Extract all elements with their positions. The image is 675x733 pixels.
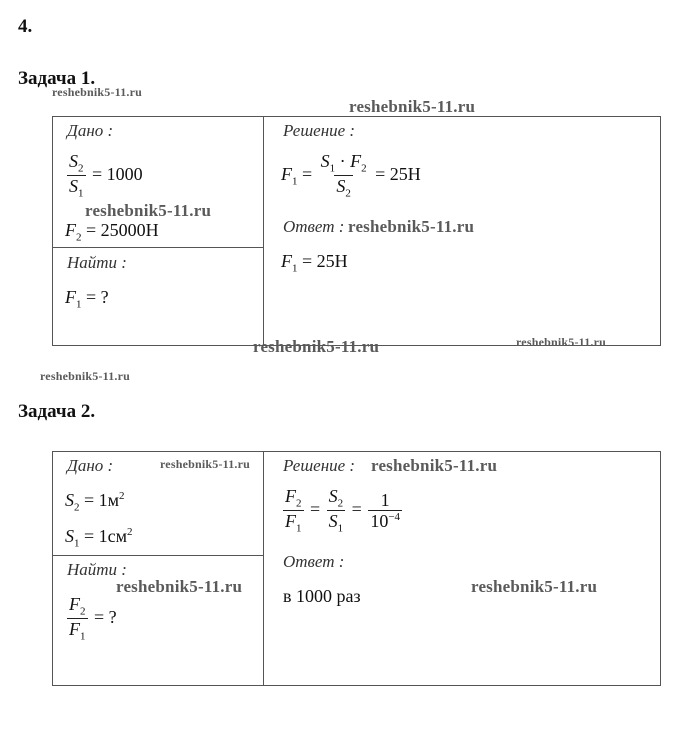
watermark: reshebnik5-11.ru: [85, 201, 212, 220]
page-number: 4.: [18, 16, 33, 37]
task1-given-label: Дано :: [67, 121, 114, 140]
task2-answer-label: Ответ :: [283, 552, 345, 571]
task2-find-label: Найти :: [67, 560, 127, 579]
task2-given-divider: [53, 555, 263, 556]
task2-force-ratio: $\frac{F_2}{F_1}$: [69, 594, 86, 643]
task1-solution-formula: $F_1$ = $\frac{S_1 \cdot F_2}{S_2}$ = 25H: [281, 151, 421, 200]
task1-heading: Задача 1.: [18, 68, 96, 89]
task2-given-s1: $S_1 = 1см^2$: [65, 526, 133, 550]
watermark: reshebnik5-11.ru: [40, 369, 130, 383]
watermark: reshebnik5-11.ru: [116, 577, 243, 596]
task2-solution-table: [52, 451, 661, 686]
watermark: reshebnik5-11.ru: [516, 335, 606, 349]
watermark: reshebnik5-11.ru: [348, 217, 475, 236]
watermark: reshebnik5-11.ru: [471, 577, 598, 596]
task1-find-value: $F_1$ = ?: [65, 287, 109, 311]
task2-answer-value: в 1000 раз: [283, 586, 361, 606]
task1-find-label: Найти :: [67, 253, 127, 272]
task1-solution-label: Решение :: [283, 121, 356, 140]
task2-given-s2: $S_2 = 1м^2$: [65, 490, 125, 514]
task2-heading: Задача 2.: [18, 401, 96, 422]
task2-force-fraction: $\frac{F_2}{F_1}$: [285, 486, 302, 535]
task2-solution-formula: $\frac{F_2}{F_1}$ = $\frac{S_2}{S_1}$ = $\frac{1}{10^{-4}}$: [285, 486, 401, 535]
task2-area-fraction: $\frac{S_2}{S_1}$: [328, 486, 344, 535]
task2-result-fraction: $\frac{1}{10^{-4}}$: [370, 489, 401, 532]
task1-given-divider: [53, 247, 263, 248]
task1-column-divider: [263, 117, 264, 345]
task1-given-force: $F_2 = 25000H$: [65, 220, 159, 244]
task2-solution-label: Решение :: [283, 456, 356, 475]
task1-answer-label: Ответ :: [283, 217, 345, 236]
watermark: reshebnik5-11.ru: [160, 457, 250, 471]
task1-given-ratio: $\frac{S_2}{S_1}$ = 1000: [69, 151, 143, 200]
task1-solution-fraction: $\frac{S_1 \cdot F_2}{S_2}$: [320, 151, 367, 200]
task2-column-divider: [263, 452, 264, 685]
task2-find-value: $\frac{F_2}{F_1}$ = ?: [69, 594, 117, 643]
watermark: reshebnik5-11.ru: [253, 337, 380, 356]
watermark: reshebnik5-11.ru: [52, 85, 142, 99]
task1-area-ratio: $\frac{S_2}{S_1}$: [69, 151, 84, 200]
watermark: reshebnik5-11.ru: [349, 97, 476, 116]
watermark: reshebnik5-11.ru: [371, 456, 498, 475]
task1-solution-table: [52, 116, 661, 346]
task1-answer-value: $F_1 = 25H$: [281, 251, 348, 275]
task2-given-label: Дано :: [67, 456, 114, 475]
